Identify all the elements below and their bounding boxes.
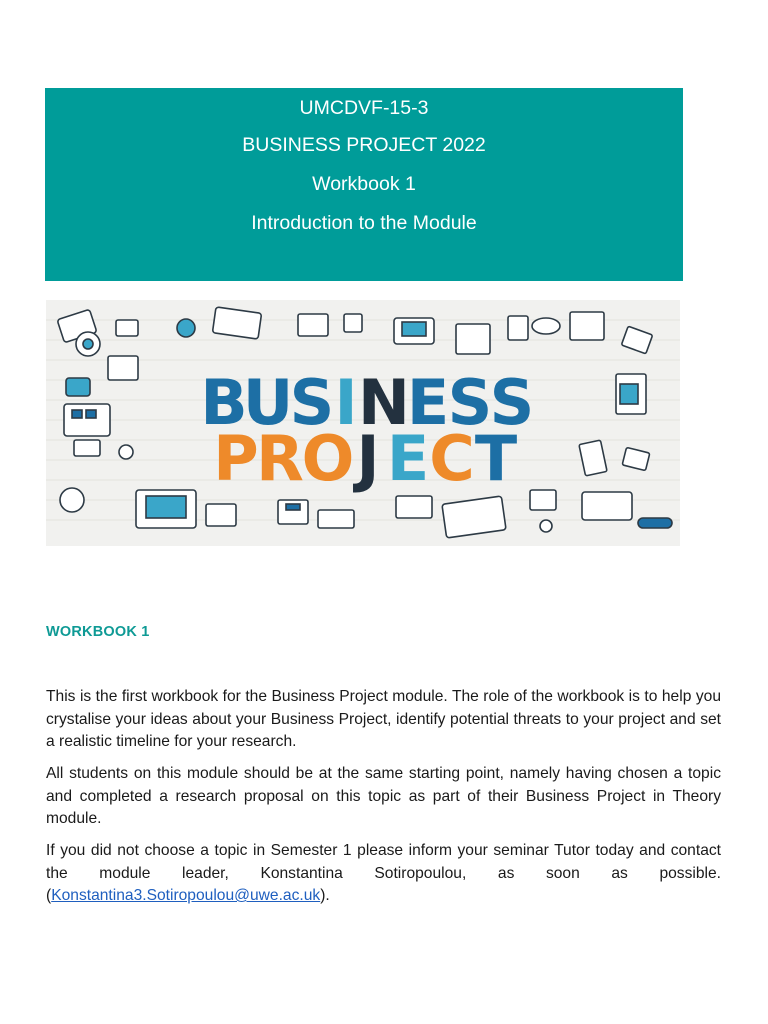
letter: S — [447, 366, 493, 439]
letter: E — [386, 422, 430, 495]
banner-word-project — [213, 422, 517, 495]
contact-paragraph — [46, 840, 721, 908]
workbook-number: Workbook 1 — [312, 173, 416, 195]
letter: C — [429, 422, 475, 495]
workbook-heading: WORKBOOK 1 — [46, 624, 150, 640]
letter: I — [334, 366, 358, 439]
title-box — [45, 88, 683, 281]
letter: R — [256, 422, 304, 495]
doodle-illustration — [46, 300, 680, 546]
letter: P — [213, 422, 259, 495]
contact-text-end: ). — [320, 887, 330, 904]
letter: E — [406, 366, 450, 439]
email-link[interactable]: Konstantina3.Sotiropoulou@uwe.ac.uk — [51, 887, 321, 904]
workbook-subtitle: Introduction to the Module — [251, 212, 477, 234]
starting-point-paragraph: All students on this module should be at the same starting point, namely having chosen a topic and completed a research proposal on this topic as part of their Business Project in Theory module. — [46, 765, 721, 827]
letter: S — [289, 366, 335, 439]
letter: N — [358, 366, 410, 439]
letter: B — [200, 366, 248, 439]
contact-text: If you did not choose a topic in Semester 1 please inform your seminar Tutor today and contact the module leader, Konstantina Sotiropoulou, as soon as possible. ( — [46, 842, 721, 904]
intro-paragraph: This is the first workbook for the Business Project module. The role of the workbook is to help you crystalise your ideas about your Business Project, identify potential threats to your project and set a realistic timeline for your research. — [46, 688, 721, 750]
module-code: UMCDVF-15-3 — [299, 97, 429, 119]
business-project-banner — [46, 300, 680, 546]
letter: T — [474, 422, 518, 495]
letter: J — [356, 422, 380, 495]
letter: O — [301, 422, 355, 495]
letter: U — [242, 366, 294, 439]
letter: S — [489, 366, 535, 439]
module-title: BUSINESS PROJECT 2022 — [242, 134, 486, 156]
